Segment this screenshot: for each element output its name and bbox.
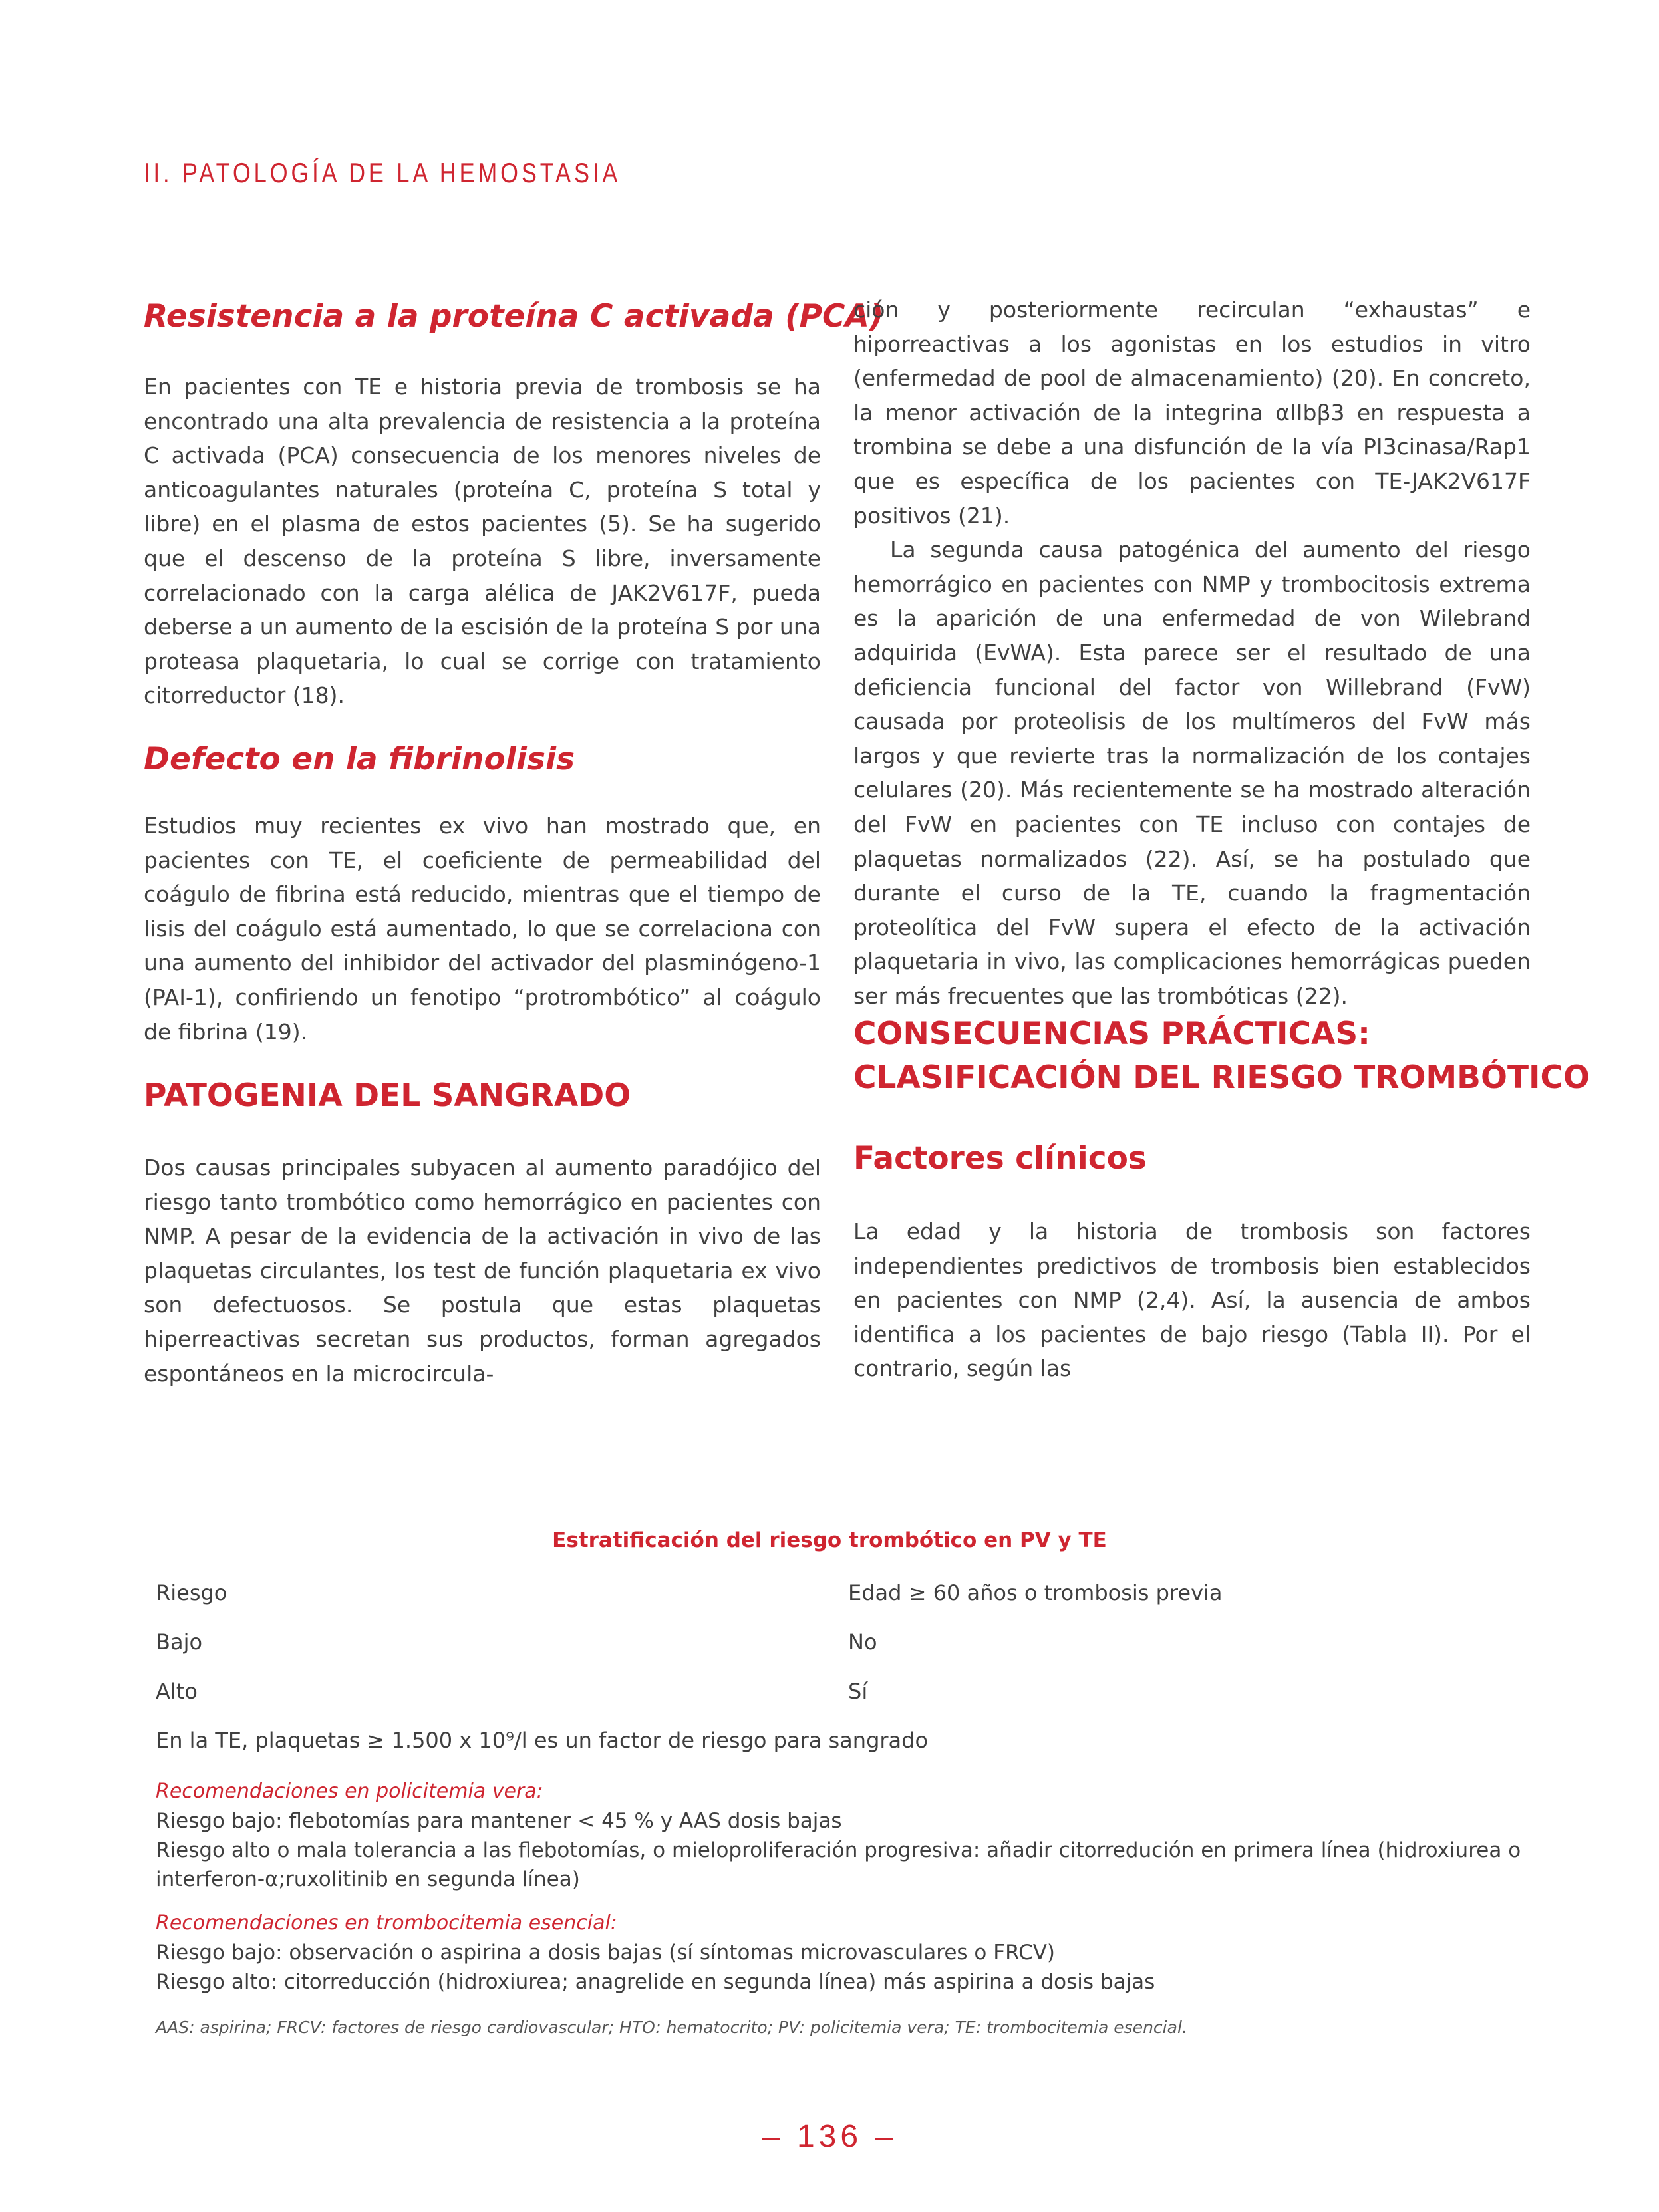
right-col-paras — [853, 293, 1531, 1013]
table-cell: Riesgo — [156, 1580, 227, 1605]
table-cell: No — [848, 1629, 877, 1655]
table-footnote: AAS: aspirina; FRCV: factores de riesgo cardiovascular; HTO: hematocrito; PV: policitemia vera; TE: trombocitemia esencial. — [156, 2018, 1187, 2037]
te-recommendations-label: Recomendaciones en trombocitemia esencial: — [156, 1911, 617, 1935]
list-item: Riesgo alto o mala tolerancia a las flebotomías, o mieloproliferación progresiva: añadir citorredución en primera línea (hidroxiurea o — [156, 1838, 1521, 1862]
paragraph: ción y posteriormente recirculan “exhaustas” e hiporreactivas a los agonistas en los estudios in vitro (enfermedad de pool de almacenamiento) (20). En concreto, la menor activación de la integrina αIIbβ3 en respuesta a trombina se debe a una disfunción de la vía PI3cinasa/Rap1 que es específica de los pacientes con TE-JAK2V617F positivos (21). — [853, 297, 1531, 529]
pv-recommendations-label: Recomendaciones en policitemia vera: — [156, 1780, 543, 1803]
running-head: II. PATOLOGÍA DE LA HEMOSTASIA — [144, 157, 621, 188]
heading-bleeding-pathogenesis: PATOGENIA DEL SANGRADO — [144, 1077, 631, 1114]
list-item: Riesgo alto: citorreducción (hidroxiurea; anagrelide en segunda línea) más aspirina a dosis bajas — [156, 1970, 1155, 1994]
paragraph: Estudios muy recientes ex vivo han mostrado que, en pacientes con TE, el coeficiente de permeabilidad del coágulo de fibrina está reducido, mientras que el tiempo de lisis del coágulo está aumentado, lo que se correlaciona con una aumento del inhibidor del activador del plasminógeno-1 (PAI-1), confiriendo un fenotipo “protrombótico” al coágulo de fibrina (19). — [144, 813, 821, 1045]
list-item: Riesgo bajo: observación o aspirina a dosis bajas (sí síntomas microvasculares o FRCV) — [156, 1941, 1056, 1965]
paragraph: Dos causas principales subyacen al aumento paradójico del riesgo tanto trombótico como hemorrágico en pacientes con NMP. A pesar de la evidencia de la activación in vivo de las plaquetas circulantes, los test de función plaquetaria ex vivo son defectuosos. Se postula que estas plaquetas hiperreactivas secretan sus productos, forman agregados espontáneos en la microcircula- — [144, 1155, 821, 1387]
heading-line: CLASIFICACIÓN DEL RIESGO TROMBÓTICO — [853, 1059, 1590, 1096]
te-recommendations — [156, 1938, 1155, 1997]
pv-recommendations — [156, 1806, 1521, 1894]
heading-pca-resistance: Resistencia a la proteína C activada (PCA) — [144, 298, 884, 335]
right-col-para-3 — [853, 1214, 1531, 1386]
table-cell: Bajo — [156, 1629, 203, 1655]
table-title: Estratificación del riesgo trombótico en PV y TE — [552, 1528, 1107, 1552]
heading-line: CONSECUENCIAS PRÁCTICAS: — [853, 1016, 1370, 1052]
heading-clinical-factors: Factores clínicos — [853, 1140, 1147, 1176]
heading-fibrinolysis: Defecto en la fibrinolisis — [144, 741, 575, 777]
paragraph: La edad y la historia de trombosis son factores independientes predictivos de trombosis bien establecidos en pacientes con NMP (2,4). Así, la ausencia de ambos identifica a los pacientes de bajo riesgo (Tabla II). Por el contrario, según las — [853, 1218, 1531, 1382]
left-col-para-3 — [144, 1151, 821, 1391]
paragraph: En pacientes con TE e historia previa de trombosis se ha encontrado una alta prevalencia de resistencia a la proteína C activada (PCA) consecuencia de los menores niveles de anticoagulantes naturales (proteína C, proteína S total y libre) en el plasma de estos pacientes (5). Se ha sugerido que el descenso de la proteína S libre, inversamente correlacionado con la carga alélica de JAK2V617F, pueda deberse a un aumento de la escisión de la proteína S por una proteasa plaquetaria, lo cual se corrige con tratamiento citorreductor (18). — [144, 374, 821, 709]
paragraph: La segunda causa patogénica del aumento del riesgo hemorrágico en pacientes con NMP y trombocitosis extrema es la aparición de una enfermedad de von Wilebrand adquirida (EvWA). Esta parece ser el resultado de una deficiencia funcional del factor von Willebrand (FvW) causada por proteolisis de los multímeros del FvW más largos y que revierte tras la normalización de los contajes celulares (20). Más recientemente se ha mostrado alteración del FvW en pacientes con TE incluso con contajes de plaquetas normalizados (22). Así, se ha postulado que durante el curso de la TE, cuando la fragmentación proteolítica del FvW supera el efecto de la activación plaquetaria in vivo, las complicaciones hemorrágicas pueden ser más frecuentes que las trombóticas (22). — [853, 537, 1531, 1009]
table-cell: Edad ≥ 60 años o trombosis previa — [848, 1580, 1223, 1605]
list-item: Riesgo bajo: flebotomías para mantener < 45 % y AAS dosis bajas — [156, 1809, 842, 1833]
list-item: interferon-α;ruxolitinib en segunda línea) — [156, 1867, 580, 1891]
table-cell: Alto — [156, 1679, 198, 1704]
page-number: – 136 – — [762, 2119, 897, 2154]
heading-practical-consequences — [853, 1012, 1590, 1100]
table-cell: Sí — [848, 1679, 868, 1704]
platelet-note: En la TE, plaquetas ≥ 1.500 x 10⁹/l es un factor de riesgo para sangrado — [156, 1728, 929, 1753]
left-col-para-2 — [144, 809, 821, 1049]
left-col-para-1 — [144, 370, 821, 713]
